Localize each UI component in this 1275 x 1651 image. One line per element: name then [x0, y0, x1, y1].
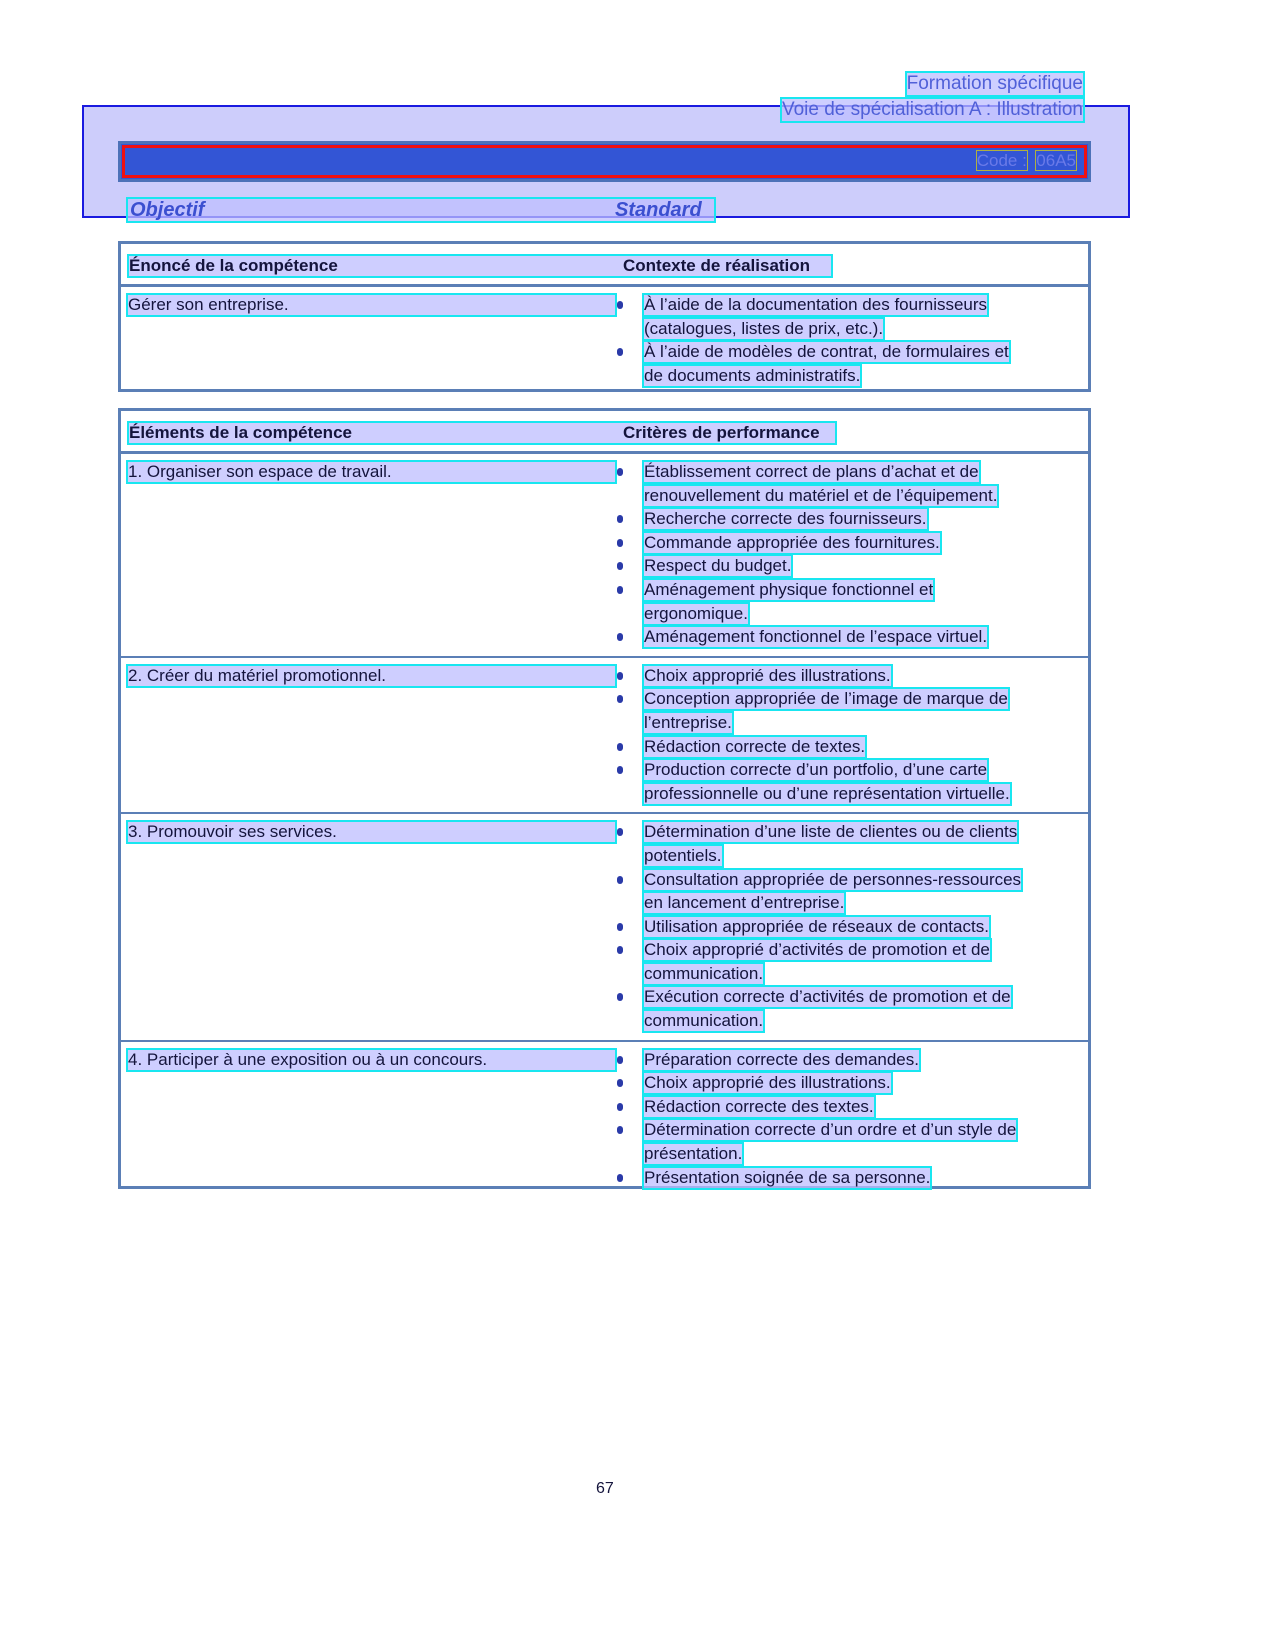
- criterion-text: potentiels.: [644, 845, 722, 865]
- objective-standard-heading: [128, 199, 714, 221]
- table-header: [121, 244, 1088, 287]
- bullet-item-line: [615, 846, 1085, 870]
- criterion-text: Détermination correcte d’un ordre et d’un style de: [644, 1120, 1017, 1140]
- bullet-icon: [617, 828, 623, 836]
- column-header-criteria: Critères de performance: [623, 423, 820, 442]
- bullet-item-line: [615, 1168, 1085, 1192]
- element-cell: [128, 822, 615, 1034]
- bullet-icon: [617, 586, 623, 594]
- bullet-icon: [617, 539, 623, 547]
- text-line: [128, 666, 615, 690]
- criteria-cell: [615, 462, 1085, 651]
- standard-label: Standard: [615, 199, 702, 221]
- criterion-text: de documents administratifs.: [644, 365, 861, 385]
- bullet-item-line: [615, 509, 1085, 533]
- criterion-text: Choix approprié des illustrations.: [644, 1073, 891, 1093]
- bullet-item-line: [615, 784, 1085, 808]
- element-text: 1. Organiser son espace de travail.: [128, 462, 615, 482]
- bullet-icon: [617, 348, 623, 356]
- bullet-icon: [617, 633, 623, 641]
- criterion-text: Conception appropriée de l’image de marque de: [644, 689, 1008, 709]
- criteria-cell: [615, 295, 1085, 389]
- table-row: [121, 658, 1088, 815]
- text-line: [128, 822, 615, 846]
- bullet-item-line: [615, 964, 1085, 988]
- table-header: [121, 411, 1088, 454]
- table-row: [121, 814, 1088, 1041]
- bullet-item-line: [615, 462, 1085, 486]
- criteria-cell: [615, 666, 1085, 808]
- criteria-cell: [615, 822, 1085, 1034]
- criterion-text: Aménagement physique fonctionnel et: [644, 579, 934, 599]
- criterion-text: professionnelle ou d’une représentation virtuelle.: [644, 783, 1010, 803]
- bullet-icon: [617, 1079, 623, 1087]
- bullet-icon: [617, 946, 623, 954]
- criterion-text: communication.: [644, 1011, 764, 1031]
- criterion-text: Utilisation appropriée de réseaux de contacts.: [644, 916, 989, 936]
- bullet-item-line: [615, 627, 1085, 651]
- bullet-icon: [617, 1174, 623, 1182]
- bullet-item-line: [615, 342, 1085, 366]
- bullet-item-line: [615, 1097, 1085, 1121]
- criterion-text: Commande appropriée des fournitures.: [644, 532, 940, 552]
- bullet-item-line: [615, 295, 1085, 319]
- criterion-text: Consultation appropriée de personnes-ressources: [644, 869, 1022, 889]
- criterion-text: Choix approprié des illustrations.: [644, 665, 891, 685]
- criterion-text: présentation.: [644, 1144, 743, 1164]
- criterion-text: Rédaction correcte de textes.: [644, 736, 866, 756]
- criteria-cell: [615, 1050, 1085, 1192]
- criterion-text: en lancement d’entreprise.: [644, 893, 845, 913]
- bullet-icon: [617, 923, 623, 931]
- bullet-icon: [617, 1056, 623, 1064]
- bullet-icon: [617, 743, 623, 751]
- bullet-item-line: [615, 822, 1085, 846]
- code-label: Code :: [976, 151, 1027, 170]
- criterion-text: Rédaction correcte des textes.: [644, 1096, 874, 1116]
- table-row: [121, 1042, 1088, 1197]
- bullet-icon: [617, 766, 623, 774]
- bullet-item-line: [615, 713, 1085, 737]
- element-text: 2. Créer du matériel promotionnel.: [128, 666, 615, 686]
- criterion-text: communication.: [644, 963, 764, 983]
- criterion-text: Préparation correcte des demandes.: [644, 1049, 919, 1069]
- criterion-text: Aménagement fonctionnel de l’espace virtuel.: [644, 627, 988, 647]
- bullet-item-line: [615, 666, 1085, 690]
- bullet-icon: [617, 562, 623, 570]
- bullet-icon: [617, 1103, 623, 1111]
- element-text: 3. Promouvoir ses services.: [128, 822, 615, 842]
- bullet-icon: [617, 515, 623, 523]
- criterion-text: Choix approprié d’activités de promotion et de: [644, 940, 990, 960]
- criterion-text: ergonomique.: [644, 603, 748, 623]
- criterion-text: Recherche correcte des fournisseurs.: [644, 509, 927, 529]
- criterion-text: Respect du budget.: [644, 556, 792, 576]
- criterion-text: renouvellement du matériel et de l’équipement.: [644, 485, 998, 505]
- program-title: Formation spécifique: [906, 73, 1083, 94]
- text-line: [128, 295, 615, 319]
- bullet-item-line: [615, 987, 1085, 1011]
- text-line: [128, 462, 615, 486]
- bullet-item-line: [615, 604, 1085, 628]
- bullet-icon: [617, 876, 623, 884]
- criterion-text: l’entreprise.: [644, 712, 732, 732]
- table-row: [121, 287, 1088, 394]
- objective-label: Objectif: [130, 199, 205, 221]
- element-cell: [128, 1050, 615, 1192]
- bullet-item-line: [615, 533, 1085, 557]
- bullet-item-line: [615, 737, 1085, 761]
- bullet-icon: [617, 695, 623, 703]
- bullet-item-line: [615, 556, 1085, 580]
- element-cell: [128, 295, 615, 389]
- criterion-text: Détermination d’une liste de clientes ou de clients: [644, 822, 1018, 842]
- bullet-item-line: [615, 1120, 1085, 1144]
- element-text: Gérer son entreprise.: [128, 295, 615, 315]
- element-cell: [128, 666, 615, 808]
- bullet-item-line: [615, 1011, 1085, 1035]
- bullet-item-line: [615, 893, 1085, 917]
- bullet-icon: [617, 993, 623, 1001]
- bullet-item-line: [615, 917, 1085, 941]
- specialization-title: Voie de spécialisation A : Illustration: [781, 99, 1083, 120]
- column-header-statement: Énoncé de la compétence: [129, 256, 338, 275]
- competency-statement-table: [118, 241, 1091, 392]
- criterion-text: Exécution correcte d’activités de promotion et de: [644, 987, 1011, 1007]
- bullet-item-line: [615, 366, 1085, 390]
- criterion-text: Présentation soignée de sa personne.: [644, 1167, 931, 1187]
- bullet-item-line: [615, 940, 1085, 964]
- bullet-item-line: [615, 486, 1085, 510]
- competency-elements-table: [118, 408, 1091, 1189]
- bullet-item-line: [615, 580, 1085, 604]
- bullet-icon: [617, 468, 623, 476]
- code-value: 06A5: [1036, 151, 1076, 170]
- criterion-text: Établissement correct de plans d’achat et de: [644, 462, 979, 481]
- bullet-icon: [617, 1126, 623, 1134]
- bullet-item-line: [615, 1144, 1085, 1168]
- bullet-item-line: [615, 1073, 1085, 1097]
- bullet-item-line: [615, 689, 1085, 713]
- table-row: [121, 454, 1088, 658]
- element-text: 4. Participer à une exposition ou à un concours.: [128, 1050, 615, 1070]
- column-header-context: Contexte de réalisation: [623, 256, 811, 275]
- element-cell: [128, 462, 615, 651]
- bullet-icon: [617, 672, 623, 680]
- bullet-item-line: [615, 319, 1085, 343]
- criterion-text: À l’aide de la documentation des fournisseurs: [644, 295, 988, 314]
- bullet-icon: [617, 301, 623, 309]
- bullet-item-line: [615, 760, 1085, 784]
- column-header-elements: Éléments de la compétence: [129, 423, 352, 442]
- bullet-item-line: [615, 870, 1085, 894]
- criterion-text: À l’aide de modèles de contrat, de formulaires et: [644, 342, 1009, 362]
- criterion-text: (catalogues, listes de prix, etc.).: [644, 318, 884, 338]
- criterion-text: Production correcte d’un portfolio, d’une carte: [644, 760, 988, 780]
- page-number: 67: [596, 1480, 614, 1497]
- competency-code: [977, 151, 1076, 171]
- text-line: [128, 1050, 615, 1074]
- code-bar: [118, 141, 1091, 182]
- bullet-item-line: [615, 1050, 1085, 1074]
